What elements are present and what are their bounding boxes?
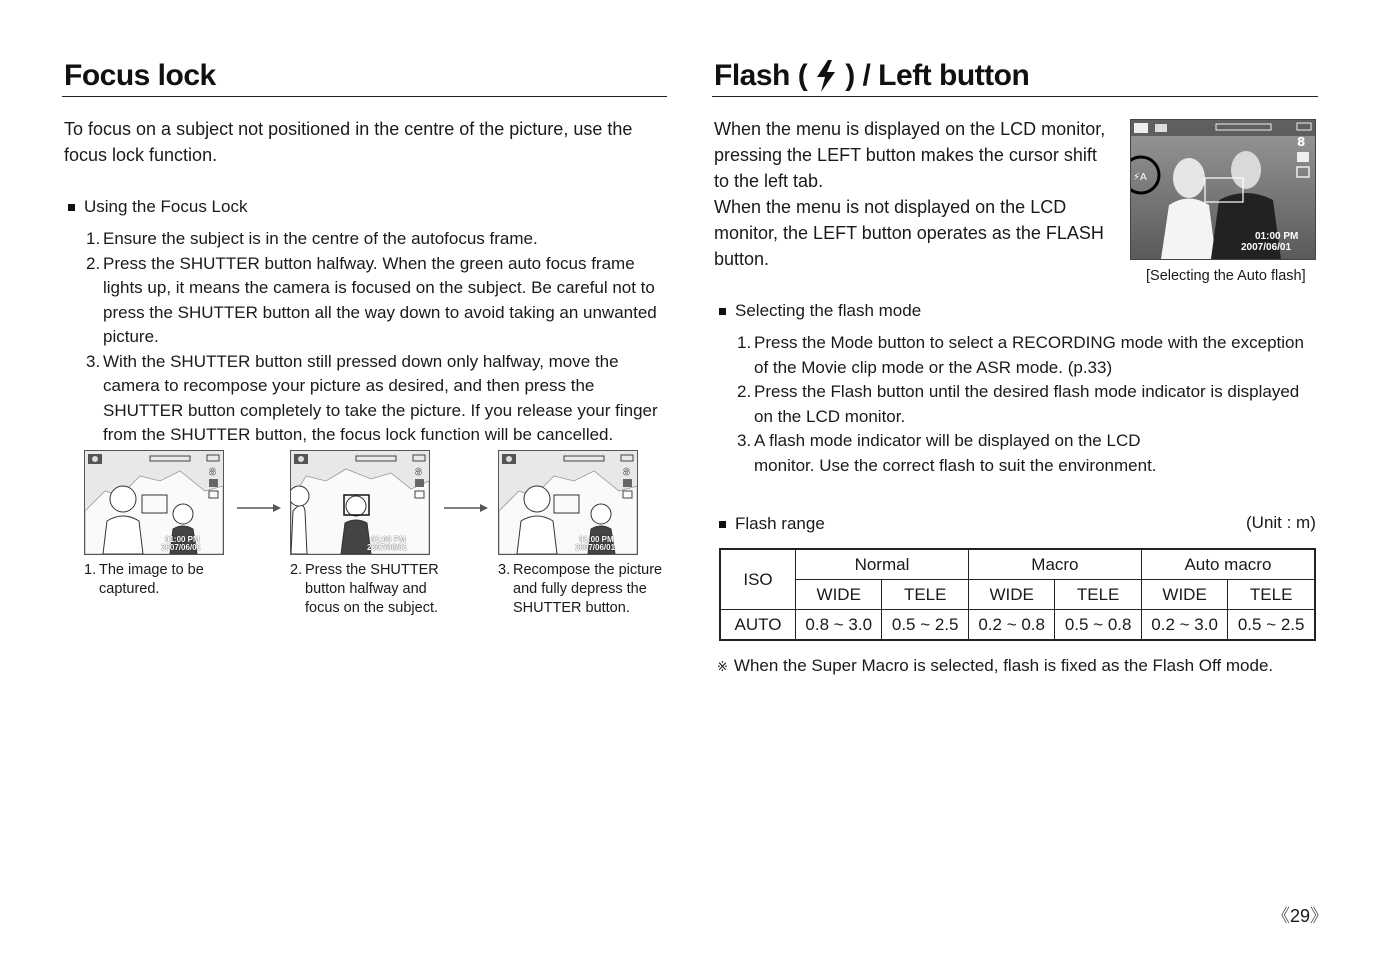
lcd-date: 2007/06/01	[575, 543, 616, 552]
group-auto-macro: Auto macro	[1141, 549, 1315, 580]
thumb-caption-3: 3. Recompose the picture and fully depress the SHUTTER button.	[498, 562, 663, 616]
focus-lock-steps	[86, 227, 661, 448]
photo-caption: [Selecting the Auto flash]	[1146, 268, 1306, 284]
thumb-caption-2: 2. Press the SHUTTER button halfway and focus on the subject.	[290, 562, 439, 616]
table-cell: 0.2 ~ 0.8	[968, 610, 1054, 641]
focus-lock-intro: To focus on a subject not positioned in the centre of the picture, use the focus lock function.	[64, 119, 633, 165]
table-header-row	[720, 549, 1315, 580]
list-item: 3. With the SHUTTER button still pressed down only halfway, move the camera to recompose your picture as desired, and then press the SHUTTER button completely to take the picture. If you release your finger from the SHUTTER button, the focus lock function will be cancelled.	[86, 351, 658, 444]
camera-lcd-drawing	[499, 451, 637, 554]
section-heading-label: Selecting the flash mode	[735, 301, 922, 320]
bullet-square-icon	[719, 308, 726, 315]
lcd-screen-illustration-1	[84, 450, 224, 555]
page-title-focus-lock: Focus lock	[64, 59, 216, 92]
section-heading-label: Using the Focus Lock	[84, 197, 248, 216]
section-heading-using-focus-lock	[68, 195, 247, 219]
arrow-right-icon	[444, 503, 488, 513]
subheader-cell: TELE	[1055, 580, 1141, 610]
row-label-auto: AUTO	[720, 610, 796, 641]
note-text: When the Super Macro is selected, flash is fixed as the Flash Off mode.	[733, 656, 1274, 675]
subheader-cell: TELE	[1228, 580, 1315, 610]
table-row	[720, 610, 1315, 641]
lcd-screen-illustration-3	[498, 450, 638, 555]
lcd-date: 2007/06/01	[367, 543, 408, 552]
photo-time: 01:00 PM	[1255, 231, 1299, 242]
page-title-flash-left-button	[714, 58, 1029, 94]
group-macro: Macro	[968, 549, 1141, 580]
table-subheader-row	[720, 580, 1315, 610]
table-cell: 0.5 ~ 2.5	[882, 610, 968, 641]
bullet-square-icon	[68, 204, 75, 211]
subheader-cell: TELE	[882, 580, 968, 610]
page-number: 《29》	[1272, 906, 1329, 926]
camera-lcd-drawing	[291, 451, 429, 554]
svg-text:8: 8	[623, 467, 630, 478]
lcd-screen-illustration-2	[290, 450, 430, 555]
title-underline	[62, 96, 667, 97]
photo-date: 2007/06/01	[1241, 242, 1292, 253]
svg-text:8: 8	[209, 467, 216, 478]
flash-mode-steps	[737, 331, 1309, 478]
table-cell: 0.8 ~ 3.0	[796, 610, 882, 641]
table-cell: 0.2 ~ 3.0	[1141, 610, 1227, 641]
title-part-2: ) / Left button	[845, 59, 1030, 92]
svg-text:8: 8	[1297, 135, 1306, 149]
section-heading-label: Flash range	[735, 514, 825, 533]
svg-text:8: 8	[415, 467, 422, 478]
arrow-right-icon	[237, 503, 281, 513]
iso-header: ISO	[720, 549, 796, 610]
list-item: 2. Press the SHUTTER button halfway. When the green auto focus frame lights up, it means the camera is focused on the subject. Be careful not to press the SHUTTER button all the way down to avoid taking an unwanted picture.	[86, 253, 657, 346]
flash-intro-2: When the menu is not displayed on the LCD monitor, the LEFT button operates as the FLASH button.	[714, 197, 1104, 269]
list-item: 1. Ensure the subject is in the centre of the autofocus frame.	[86, 229, 538, 248]
section-heading-selecting-flash-mode	[719, 299, 921, 323]
subheader-cell: WIDE	[1141, 580, 1227, 610]
camera-lcd-drawing	[85, 451, 223, 554]
thumb-caption-1: 1. The image to be captured.	[84, 562, 204, 597]
section-heading-flash-range	[719, 512, 825, 536]
table-cell: 0.5 ~ 0.8	[1055, 610, 1141, 641]
flash-range-table	[719, 548, 1316, 641]
list-item: 3. A flash mode indicator will be displayed on the LCD monitor. Use the correct flash to suit the environment.	[737, 431, 1157, 475]
title-part-1: Flash (	[714, 59, 808, 92]
super-macro-note	[717, 654, 1273, 679]
list-item: 1. Press the Mode button to select a RECORDING mode with the exception of the Movie clip mode or the ASR mode. (p.33)	[737, 333, 1304, 377]
subheader-cell: WIDE	[796, 580, 882, 610]
lcd-time: 01:00 PM	[371, 535, 406, 544]
group-normal: Normal	[796, 549, 969, 580]
title-underline	[712, 96, 1318, 97]
lcd-date: 2007/06/01	[161, 543, 202, 552]
flash-icon	[813, 59, 839, 93]
subheader-cell: WIDE	[968, 580, 1054, 610]
bullet-square-icon	[719, 521, 726, 528]
lcd-time: 01:00 PM	[165, 535, 200, 544]
list-item: 2. Press the Flash button until the desired flash mode indicator is displayed on the LCD monitor.	[737, 382, 1300, 426]
flash-intro-1: When the menu is displayed on the LCD monitor, pressing the LEFT button makes the cursor shift to the left tab.	[714, 119, 1106, 191]
lcd-time: 01:00 PM	[579, 535, 614, 544]
table-cell: 0.5 ~ 2.5	[1228, 610, 1315, 641]
unit-label: (Unit : m)	[1246, 513, 1316, 532]
auto-flash-photo	[1130, 119, 1316, 260]
svg-text:⚡A: ⚡A	[1133, 172, 1147, 183]
note-mark-icon: ※	[717, 659, 728, 674]
